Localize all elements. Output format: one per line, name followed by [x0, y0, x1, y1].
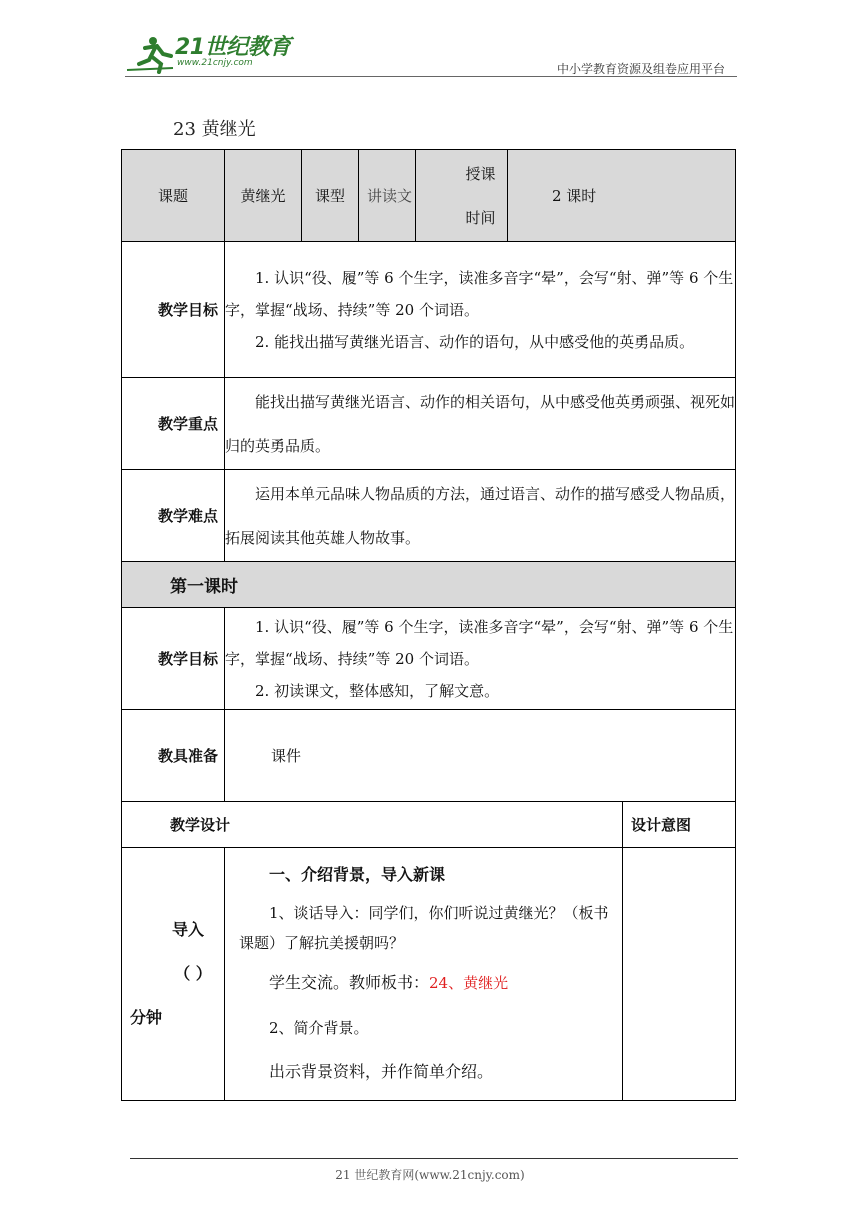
lesson1-heading-row	[122, 562, 736, 608]
intro-paren: （ ）	[174, 964, 212, 983]
tools-value: 课件	[225, 710, 736, 802]
lesson1-goal-1: 1. 认识“役、履”等 6 个生字，读准多音字“晕”，会写“射、弹”等 6 个生字，掌握“战场、持续”等 20 个词语。	[225, 617, 734, 668]
page-footer: 21 世纪教育网(www.21cnjy.com)	[335, 1168, 525, 1182]
intro-intent-cell	[623, 848, 736, 1101]
intro-label: 导入	[171, 920, 204, 939]
platform-name: 中小学教育资源及组卷应用平台	[556, 62, 725, 76]
lesson1-goals-row	[122, 608, 736, 710]
subject-value: 黄继光	[225, 150, 302, 242]
goal-line-1: 1. 认识“役、履”等 6 个生字，读准多音字“晕”，会写“射、弹”等 6 个生字，掌握“战场、持续”等 20 个词语。	[225, 268, 734, 319]
header-divider	[125, 76, 737, 77]
logo-text: 21世纪教育	[175, 35, 291, 60]
step-2	[239, 958, 620, 1008]
step-title: 一、介绍背景，导入新课	[269, 865, 446, 884]
lesson1-goals-label: 教学目标	[122, 608, 225, 710]
type-label: 课型	[302, 150, 359, 242]
key-points-label: 教学重点	[122, 378, 225, 470]
step-2-prefix: 学生交流。教师板书：	[269, 973, 430, 992]
step-2-highlight: 24、黄继光	[429, 974, 509, 992]
intent-label: 设计意图	[623, 802, 736, 848]
intro-minutes: 分钟	[130, 1008, 163, 1027]
info-row	[122, 150, 736, 242]
difficulties-text: 运用本单元品味人物品质的方法，通过语言、动作的描写感受人物品质，拓展阅读其他英雄人物故事。	[225, 470, 736, 562]
type-value: 讲读文	[359, 150, 416, 242]
intro-content	[225, 848, 623, 1101]
time-label: 授课时间	[416, 150, 508, 242]
tools-label: 教具准备	[122, 710, 225, 802]
goals-content	[225, 242, 736, 378]
key-points-text: 能找出描写黄继光语言、动作的相关语句，从中感受他英勇顽强、视死如归的英勇品质。	[225, 378, 736, 470]
page-header	[125, 30, 737, 78]
intro-row	[122, 848, 736, 1101]
goals-label: 教学目标	[122, 242, 225, 378]
lesson-plan-table	[121, 149, 736, 1101]
key-points-row	[122, 378, 736, 470]
lesson1-heading: 第一课时	[122, 562, 736, 608]
step-3: 2、简介背景。	[269, 1019, 369, 1037]
page-title: 23 黄继光	[173, 119, 256, 140]
tools-row	[122, 710, 736, 802]
logo-url: www.21cnjy.com	[177, 58, 253, 68]
time-value: 2 课时	[508, 150, 736, 242]
step-4: 出示背景资料，并作简单介绍。	[269, 1062, 494, 1081]
goals-row	[122, 242, 736, 378]
lesson1-goal-2: 2. 初读课文，整体感知，了解文意。	[255, 681, 500, 700]
intro-label-cell	[122, 848, 225, 1101]
footer-divider	[130, 1158, 738, 1159]
difficulties-label: 教学难点	[122, 470, 225, 562]
goal-line-2: 2. 能找出描写黄继光语言、动作的语句，从中感受他的英勇品质。	[255, 332, 695, 351]
design-label: 教学设计	[122, 802, 623, 848]
difficulties-row	[122, 470, 736, 562]
subject-label: 课题	[122, 150, 225, 242]
lesson1-goals-content	[225, 608, 736, 710]
step-1: 1、谈话导入：同学们，你们听说过黄继光？（板书课题）了解抗美援朝吗？	[239, 904, 609, 952]
design-header-row	[122, 802, 736, 848]
